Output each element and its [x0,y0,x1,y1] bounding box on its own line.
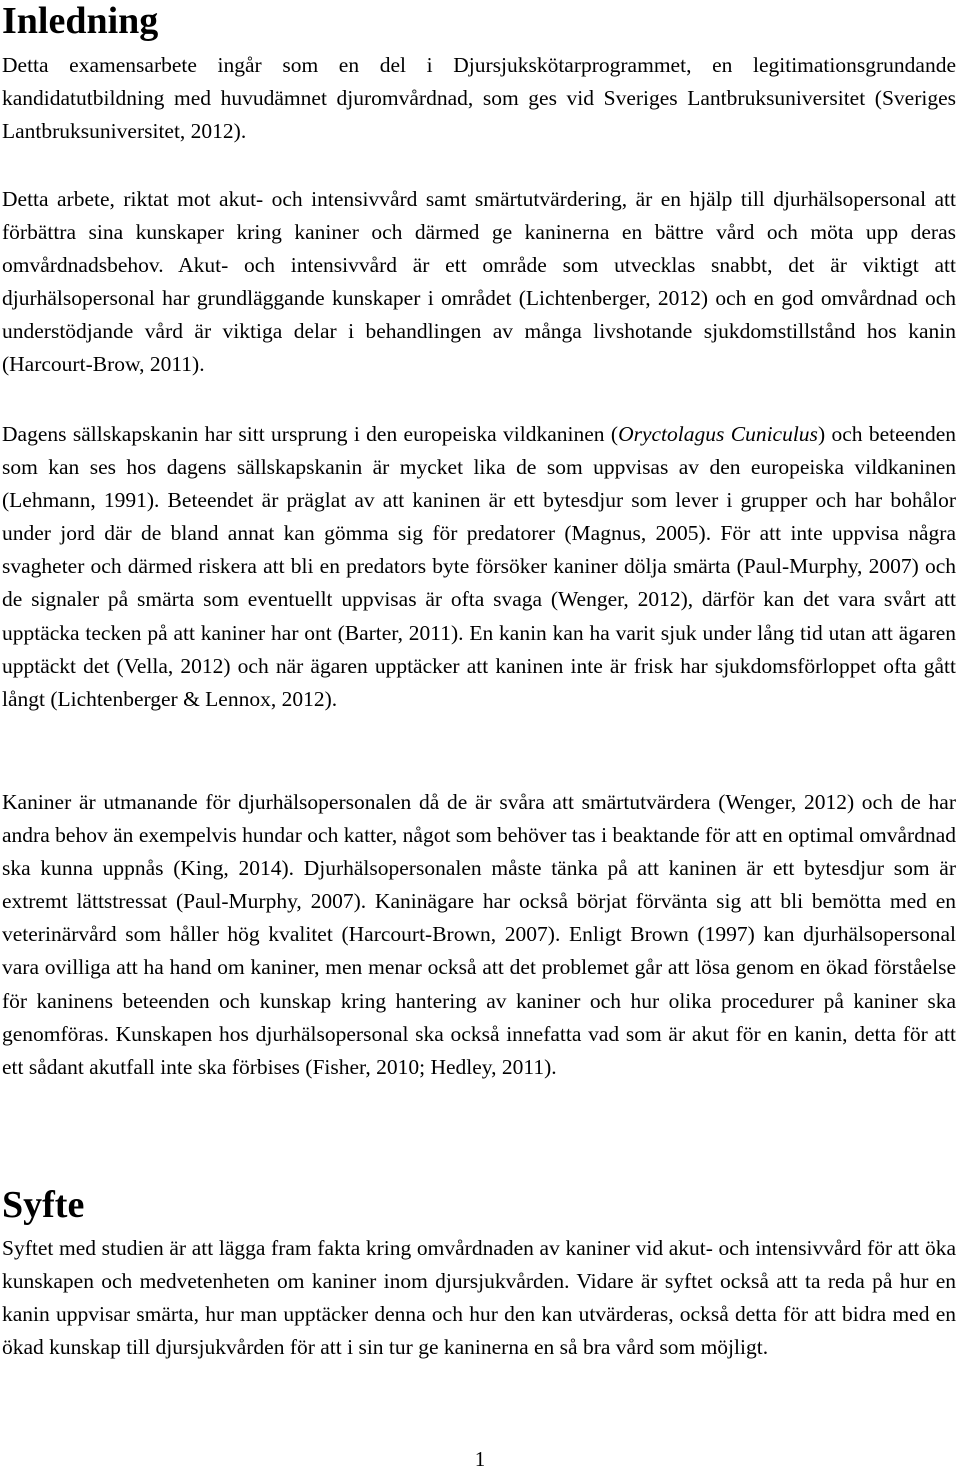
paragraph-text: ) och beteenden som kan ses hos dagens sällskapskanin är mycket lika de som uppvisas av den europeiska vildkaninen (Lehmann, 1991). Beteendet är präglat av att kaninen är ett bytesdjur som lever i grupper och har bohålor under jord där de bland annat kan gömma sig för predatorer (Magnus, 2005). För att inte uppvisa några svagheter och därmed riskera att bli en predators byte försöker kaniner dölja smärta (Paul-Murphy, 2007) och de signaler på smärta som eventuellt uppvisas är ofta svaga (Wenger, 2012), därför kan det vara svårt att upptäcka tecken på att kaniner har ont (Barter, 2011). En kanin kan ha varit sjuk under lång tid utan att ägaren upptäckt det (Vella, 2012) och när ägaren upptäcker att kaninen inte är frisk har sjukdomsförloppet ofta gått långt (Lichtenberger & Lennox, 2012). [2,422,956,711]
species-name-italic: Oryctolagus Cuniculus [618,422,818,446]
page-number: 1 [474,1447,486,1471]
intro-paragraph-3 [2,418,956,716]
paragraph-text: Dagens sällskapskanin har sitt ursprung i den europeiska vildkaninen ( [2,422,619,446]
intro-paragraph-2: Detta arbete, riktat mot akut- och intensivvård samt smärtutvärdering, är en hjälp till djurhälsopersonal att förbättra sina kunskaper kring kaniner och därmed ge kaninerna en bättre vård och möta upp deras omvårdnadsbehov. Akut- och intensivvård är ett område som utvecklas snabbt, det är viktigt att djurhälsopersonal har grundläggande kunskaper i området (Lichtenberger, 2012) och en god omvårdnad och understödjande vård är viktiga delar i behandlingen av många livshotande sjukdomstillstånd hos kanin (Harcourt-Brow, 2011). [2,187,956,377]
intro-paragraph-4: Kaniner är utmanande för djurhälsopersonalen då de är svåra att smärtutvärdera (Wenger, 2012) och de har andra behov än exempelvis hundar och katter, något som behöver tas i beaktande för att en optimal omvårdnad ska kunna uppnås (King, 2014). Djurhälsopersonalen måste tänka på att kaninen är ett bytesdjur som är extremt lättstressat (Paul-Murphy, 2007). Kaninägare har också börjat förvänta sig att bli bemötta med en veterinärvård som håller hög kvalitet (Harcourt-Brown, 2007). Enligt Brown (1997) kan djurhälsopersonal vara ovilliga att ha hand om kaniner, men menar också att det problemet går att lösa genom en ökad förståelse för kaninens beteenden och kunskap kring hantering av kaniner och hur olika procedurer på kaniner ska genomföras. Kunskapen hos djurhälsopersonal ska också innefatta vad som är akut för en kanin, detta för att ett sådant akutfall inte ska förbises (Fisher, 2010; Hedley, 2011). [2,790,956,1079]
aim-paragraph: Syftet med studien är att lägga fram fakta kring omvårdnaden av kaniner vid akut- och intensivvård för att öka kunskapen och medvetenheten om kaniner inom djursjukvården. Vidare är syftet också att ta reda på hur en kanin uppvisar smärta, hur man upptäcker denna och hur den kan utvärderas, också detta för att bidra med en ökad kunskap till djursjukvården för att i sin tur ge kaninerna en så bra vård som möjligt. [2,1236,956,1360]
section-heading-inledning: Inledning [2,0,159,42]
section-heading-syfte: Syfte [2,1184,85,1226]
intro-paragraph-1: Detta examensarbete ingår som en del i Djursjukskötarprogrammet, en legitimationsgrundande kandidatutbildning med huvudämnet djuromvårdnad, som ges vid Sveriges Lantbruksuniversitet (Sveriges Lantbruksuniversitet, 2012). [2,53,956,144]
